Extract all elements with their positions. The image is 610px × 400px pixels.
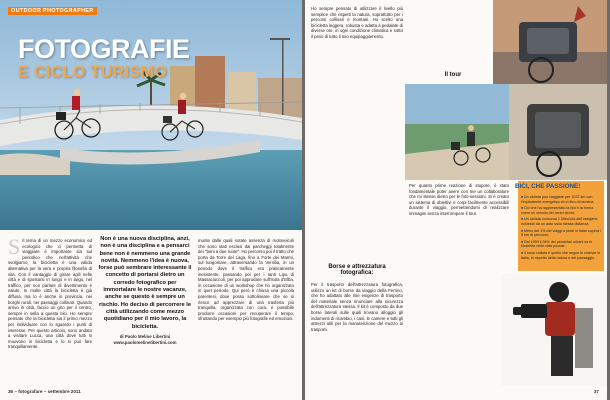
- info-panel-item: ■ Ciò che ha rappresentato la bici è la forma come un veicolo dei centri storici.: [521, 206, 601, 215]
- photo-bike-bags: [493, 0, 607, 84]
- heading-tour: Il tour: [444, 72, 462, 78]
- info-panel-item: ■ Dal 1999 il 34% dei pendolari urbani va in bicicletta nelle città piccole.: [521, 240, 601, 249]
- photo-photographer-image: [501, 274, 607, 386]
- photo-rider-coast: [405, 84, 509, 180]
- byline-author: di Paolo Meline Libertini: [119, 334, 171, 339]
- headline-line2: E CICLO TURISMO: [18, 64, 168, 81]
- right-page: [305, 0, 607, 400]
- drop-cap: S: [8, 234, 21, 259]
- photo-rider-coast-image: [405, 84, 509, 180]
- body-column-3: monte dalle quali notate assenza di motoveicoli che sono stati esclusi dai parcheggi totalmente dei "beni a due ruote". Ho percorso poi il tratto che porta da Torre del Lago, fino a Forte dei Marmi, sul lungomare, attraversando la Versilia, in un periodo dove il traffico era praticamente inesistente, passando poi per i tanti Lipu di Massaciuccoli, per poi approdare sull'Isola d'Elba, in occasione di un workshop che ho organizzato in quel periodo. Qui però è chiusa una piccola parentesi, dove posso sottolineare che se si riesce ad apprezzare di una trasferta più tranquilla, organizzata con cura, è possibile produrre occasioni per recuperare il tempo, sfruttando per esempio più fotografie ed emozioni.: [198, 238, 294, 322]
- body-column-1: [8, 234, 92, 350]
- body-column-left: Per il trasporto dell'attrezzatura fotografica, utilizzo un kit di borse da viaggio della Ferrino, che ho adattato alle mie esigenze di trasporto del materiale senza rinunciare alla sicurezza dell'attrezzatura stessa. Il kit è composto da due borse laterali sulle quali trovano alloggio gli indumenti di ricambio, i cavi, le camere e tutti gli attrezzi utili per la manutenzione del mezzo ai trasporti.: [311, 282, 403, 332]
- heading-borse: Borse e attrezzatura fotografica:: [328, 264, 386, 276]
- body-column-top: Ho sempre pensato di utilizzare il livello più semplice che rispetti la natura, soprattutto per i percorsi collinari e montani. Ho scelto una bicicletta leggera, robusta e adatta a pedalate di diverse ore, in ogni condizione climatica e sotto il peso di tutto il mio equipaggiamento.: [311, 6, 403, 39]
- photo-bike-bag-detail-image: [509, 84, 607, 180]
- left-page: [0, 0, 302, 400]
- info-panel-title: BICI, CHE PASSIONE!: [515, 183, 581, 190]
- photo-photographer: [501, 274, 607, 386]
- page-footer-left: 36 – fotografare – settembre 2011: [8, 389, 81, 394]
- lead-paragraph: Non è una nuova disciplina, anzi, non è una disciplina e a pensarci bene non è nemmeno una grande novità. Nemmeno l'idea è nuova, forse può sembrare interessante il concetto di portarsi dietro un corredo fotografico per immortalare le nostre vacanze, anche se questo è sempre un rischio. Ho deciso di percorrere le città utilizzando come mezzo quotidiano per il mio lavoro, la bicicletta.: [98, 236, 192, 330]
- photo-bike-bags-image: [493, 0, 607, 84]
- byline-website: www.paolomelinelibertini.com: [113, 340, 177, 345]
- page-footer-right: 37: [593, 389, 599, 394]
- headline-line1: FOTOGRAFIE: [18, 34, 190, 64]
- body-column-middle: Per quanto prime reazione di stupore, è stato fondamentale poter avere con me un collaboratore che mi stesse dietro per le foto-sessioni. Si è creato un sistema di obiettivi e corpi facilmente accessibili durante il viaggio, permettendomi di realizzare immagini senza interrompere il tour.: [409, 183, 509, 216]
- info-panel-item: ■ Un ciclista può viaggiare per 1037 km con l'equivalente energetico di un litro di benzina.: [521, 195, 601, 204]
- info-panel-item: ■ Meno del 1% dei viaggi a piedi in Italia supera i 5 km di percorso.: [521, 229, 601, 238]
- info-panel-item: ■ Un ciclista consuma 1 5litro/ora dell'ossigeno richiesto da un auto sulla stessa distanza.: [521, 217, 601, 226]
- info-panel-item: ■ Il buon ciclista è quello che segue le ciclovie in Italia, in rispetto della natura e del paesaggio.: [521, 251, 601, 260]
- section-kicker: OUTDOOR PHOTOGRAPHER: [8, 7, 97, 15]
- info-panel-list: [521, 195, 601, 262]
- body-column-1-text: Il tema di un mezzo economico ed ecologico che ci permetta di viaggiare è importante sia sul periodico che nell'attività che svolgiamo, la bicicletta è una valida alternativa per la vera e propria filosofia di vita. Con il vantaggio di girare agili nelle città e di spostarsi in lungo e in largo, nel traffico, per non parlare di divertimento e salute. In molte città la bicicletta è già diffusa, ma lo è anche in provincia, nei borghi rurali, nei paesaggi collinari. Quando arrivo in città, faccio un giro per il centro, sempre in sella a questa bici. Ho sempre pensato che la bicicletta sia il primo mezzo per individuare con lo sguardo i punti di interesse. Per questo articolo, sono andato a visitare Lucca, una città dove tutti si muovono in bicicletta e lo si può fare tranquillamente.: [8, 238, 92, 350]
- photo-bike-bag-detail: [509, 84, 607, 180]
